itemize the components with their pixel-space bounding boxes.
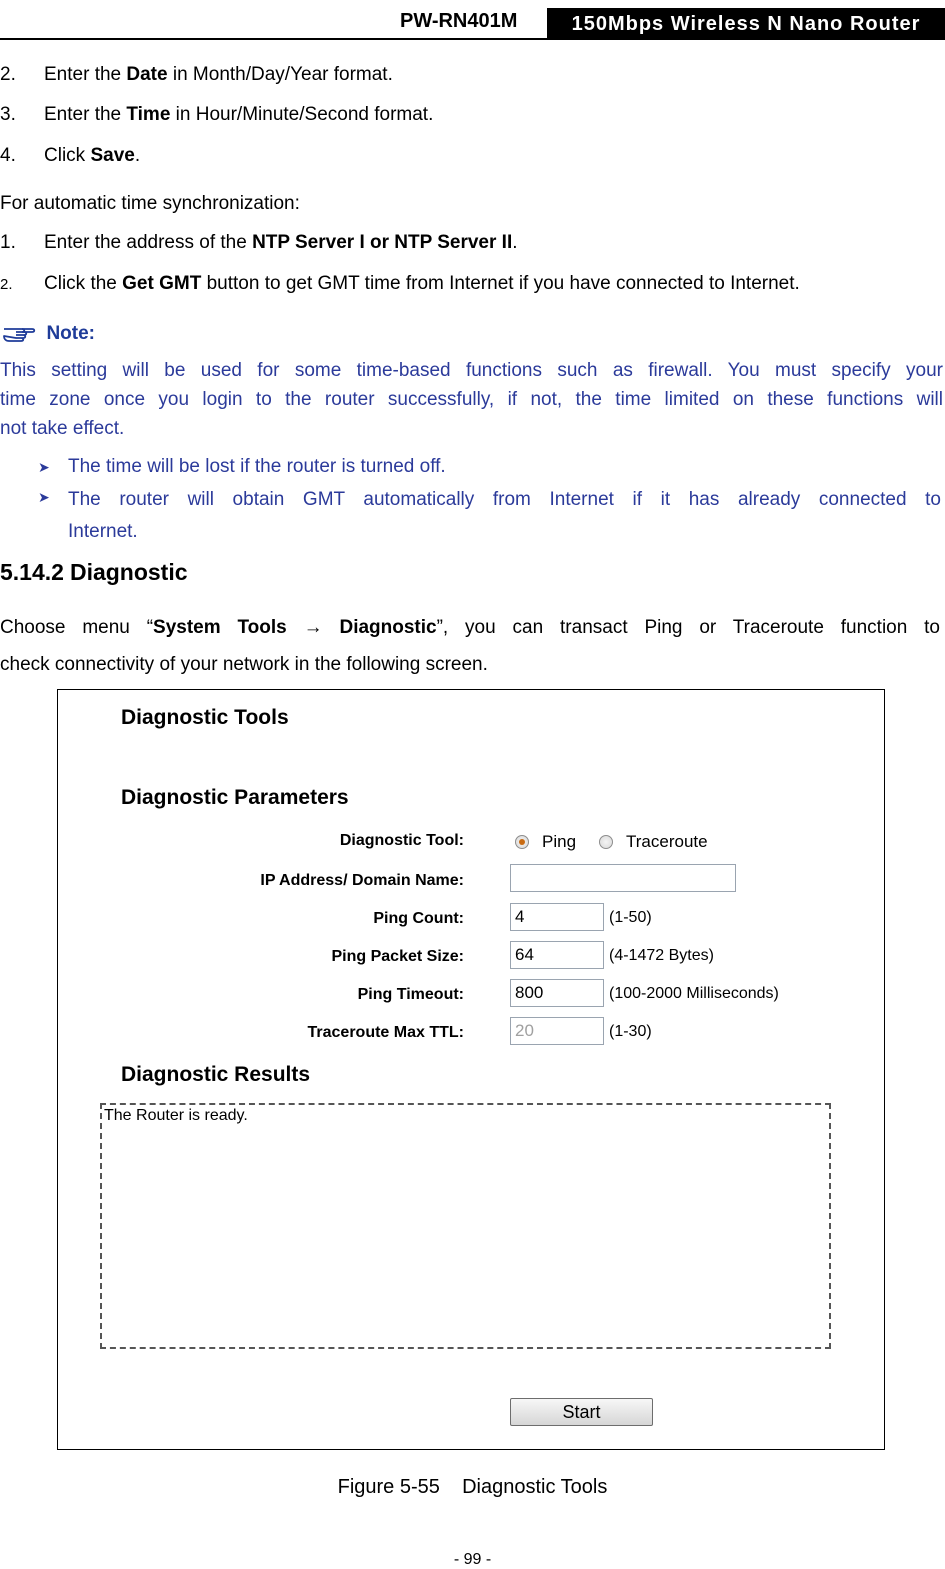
step-text: Enter the address of the (44, 232, 253, 253)
step-bold: Save (90, 145, 135, 166)
ping-count-input[interactable]: 4 (510, 903, 604, 931)
ip-domain-label: IP Address/ Domain Name: (260, 872, 464, 889)
ip-domain-input[interactable] (510, 864, 736, 892)
step-text: button to get GMT time from Internet if you have connected to Internet. (201, 273, 800, 294)
start-button[interactable]: Start (510, 1398, 653, 1426)
params-title: Diagnostic Parameters (121, 786, 349, 809)
bullet-text: The router will obtain GMT automatically from Internet if it has already connected to (68, 489, 941, 510)
traceroute-radio[interactable] (599, 835, 613, 849)
step-text: Click the (44, 273, 123, 294)
note-bullet (38, 456, 446, 478)
results-text: The Router is ready. (104, 1107, 248, 1124)
header-product: 150Mbps Wireless N Nano Router (547, 8, 945, 39)
ping-timeout-hint: (100-2000 Milliseconds) (609, 985, 779, 1002)
step-bold: Date (126, 64, 168, 85)
step-bold: Time (126, 104, 171, 125)
step-text: Enter the (44, 104, 127, 125)
menu-arrow-icon: → (303, 617, 323, 638)
results-title: Diagnostic Results (121, 1063, 311, 1086)
menu-diagnostic: Diagnostic (339, 617, 437, 638)
step-get-gmt (0, 273, 800, 295)
intro-text: check connectivity of your network in the following screen. (0, 654, 488, 675)
figure-caption: Figure 5-55 Diagnostic Tools (337, 1476, 608, 1498)
step-bold: Get GMT (122, 273, 202, 294)
ping-radio[interactable] (515, 835, 529, 849)
ping-packet-size-label: Ping Packet Size: (331, 948, 464, 965)
auto-intro: For automatic time synchronization: (0, 193, 300, 214)
step-number: 2. (0, 64, 16, 85)
step-text: . (512, 232, 518, 253)
step-time (0, 104, 433, 126)
step-text: in Hour/Minute/Second format. (170, 104, 434, 125)
traceroute-radio-label: Traceroute (626, 832, 708, 851)
step-text: . (134, 145, 141, 166)
intro-paragraph (0, 609, 940, 683)
step-number: 4. (0, 145, 16, 166)
ping-timeout-label: Ping Timeout: (357, 986, 464, 1003)
bullet-continuation: Internet. (68, 521, 138, 542)
step-text: in Month/Day/Year format. (167, 64, 393, 85)
arrow-bullet-icon: ➤ (38, 459, 50, 475)
pointing-hand-icon (2, 322, 36, 347)
note-text (0, 356, 943, 443)
note-line: not take effect. (0, 418, 125, 439)
bullet-text: The time will be lost if the router is turned off. (68, 456, 446, 477)
ping-packet-size-hint: (4-1472 Bytes) (609, 947, 714, 964)
traceroute-max-ttl-input[interactable]: 20 (510, 1017, 604, 1045)
step-number: 2. (0, 276, 13, 293)
step-text: Enter the (44, 64, 127, 85)
figure-title: Diagnostic Tools (121, 706, 289, 729)
diagnostic-tool-label: Diagnostic Tool: (339, 832, 464, 849)
step-save (0, 145, 140, 167)
ping-packet-size-input[interactable]: 64 (510, 941, 604, 969)
note-title: Note: (46, 322, 96, 344)
note-heading (2, 322, 95, 347)
note-bullet (38, 489, 941, 511)
section-number: 5.14.2 (0, 559, 64, 585)
intro-text: ”, you can transact Ping or Traceroute function to (436, 617, 940, 638)
diagnostic-tools-screenshot (57, 689, 885, 1450)
ping-timeout-input[interactable]: 800 (510, 979, 604, 1007)
header-rule (0, 38, 945, 40)
step-number: 1. (0, 232, 16, 253)
step-bold: NTP Server I or NTP Server II (252, 232, 513, 253)
menu-system-tools: System Tools (153, 617, 287, 638)
step-ntp (0, 232, 518, 254)
ping-count-hint: (1-50) (609, 909, 652, 926)
page-number: - 99 - (453, 1551, 492, 1568)
traceroute-max-ttl-hint: (1-30) (609, 1023, 652, 1040)
ping-radio-label: Ping (542, 832, 577, 851)
step-number: 3. (0, 104, 16, 125)
step-date (0, 64, 393, 86)
intro-text: Choose menu “ (0, 617, 154, 638)
arrow-bullet-icon: ➤ (38, 489, 50, 505)
note-line: time zone once you login to the router successfully, if not, the time limited on these functions will (0, 389, 943, 410)
traceroute-max-ttl-label: Traceroute Max TTL: (307, 1024, 464, 1041)
section-heading (0, 559, 188, 586)
section-title: Diagnostic (69, 559, 188, 585)
header-model: PW-RN401M (400, 10, 518, 32)
ping-count-label: Ping Count: (373, 910, 464, 927)
results-box (100, 1103, 831, 1349)
step-text: Click (44, 145, 91, 166)
note-line: This setting will be used for some time-based functions such as firewall. You must specify your (0, 360, 943, 381)
